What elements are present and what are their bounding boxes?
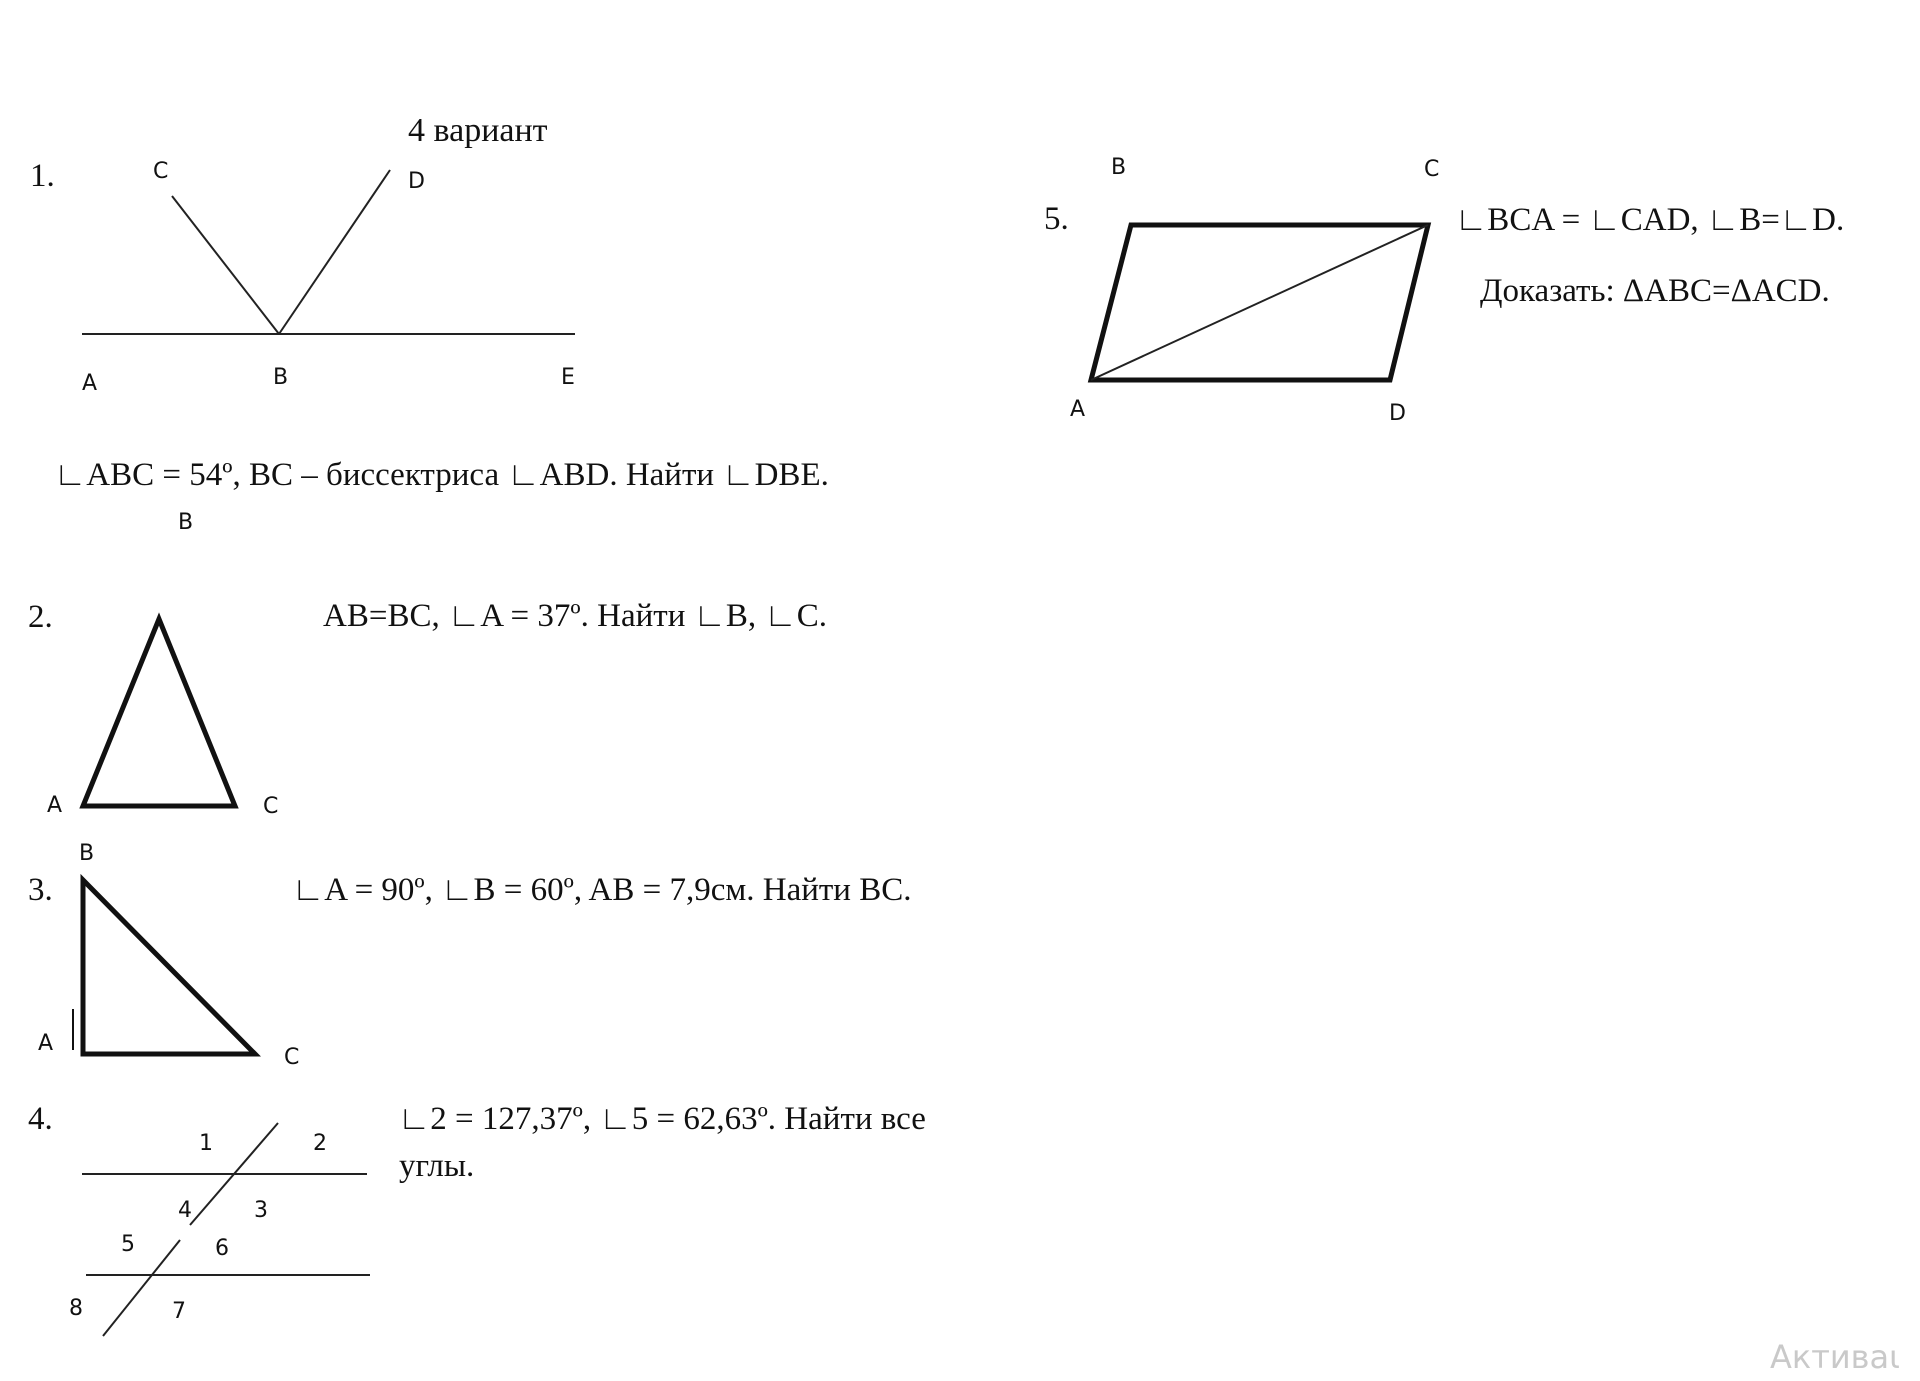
label-2-A: A <box>47 793 63 818</box>
diagonal-AC <box>1091 225 1428 380</box>
label-1-C: C <box>153 159 169 184</box>
angle-label-7: 7 <box>172 1299 186 1324</box>
label-1-D: D <box>408 169 425 194</box>
label-3-C: C <box>284 1045 300 1070</box>
label-2-C: C <box>263 794 279 819</box>
problem-1-statement: ∟ABC = 54º, BC – биссектриса ∟ABD. Найти ∟DBE. <box>54 457 829 493</box>
problem-2-number: 2. <box>28 599 53 635</box>
angle-label-4: 4 <box>178 1198 192 1223</box>
angle-label-1: 1 <box>199 1131 213 1156</box>
label-3-B: B <box>79 841 95 866</box>
problem-5-statement-line1: ∟BCA = ∟CAD, ∟B=∟D. <box>1455 202 1845 238</box>
problem-5-number: 5. <box>1044 201 1069 237</box>
label-1-E: E <box>561 365 575 390</box>
problem-5-statement-line2: Доказать: ΔABC=ΔACD. <box>1480 273 1830 309</box>
problem-4-statement-line1: ∟2 = 127,37º, ∟5 = 62,63º. Найти все <box>398 1101 926 1137</box>
label-1-extra-B: B <box>178 510 194 535</box>
variant-heading: 4 вариант <box>408 112 548 149</box>
figure-3-right-triangle <box>73 880 255 1054</box>
problem-4-statement-line2: углы. <box>399 1148 475 1184</box>
figure-1-angles <box>82 170 575 334</box>
label-5-A: A <box>1070 397 1086 422</box>
angle-label-6: 6 <box>215 1236 229 1261</box>
problem-1-number: 1. <box>30 158 55 194</box>
problem-4-number: 4. <box>28 1101 53 1137</box>
angle-label-2: 2 <box>313 1131 327 1156</box>
figure-2-triangle <box>83 619 235 806</box>
activation-watermark: Активаι <box>1770 1338 1900 1376</box>
label-1-B: B <box>273 365 289 390</box>
ray-BD <box>279 170 390 334</box>
figure-5-parallelogram <box>1091 225 1428 380</box>
problem-2-statement: AB=BC, ∟A = 37º. Найти ∟B, ∟C. <box>323 598 827 634</box>
angle-label-8: 8 <box>69 1296 83 1321</box>
problem-3-statement: ∟A = 90º, ∟B = 60º, AB = 7,9см. Найти BC. <box>292 872 912 908</box>
ray-BC <box>172 196 279 334</box>
transversal-lower <box>103 1240 180 1336</box>
label-3-A: A <box>38 1031 54 1056</box>
label-5-D: D <box>1389 401 1406 426</box>
angle-label-5: 5 <box>121 1232 135 1257</box>
label-1-A: A <box>82 371 98 396</box>
label-5-C: C <box>1424 157 1440 182</box>
problem-3-number: 3. <box>28 872 53 908</box>
angle-label-3: 3 <box>254 1198 268 1223</box>
label-5-B: B <box>1111 155 1127 180</box>
